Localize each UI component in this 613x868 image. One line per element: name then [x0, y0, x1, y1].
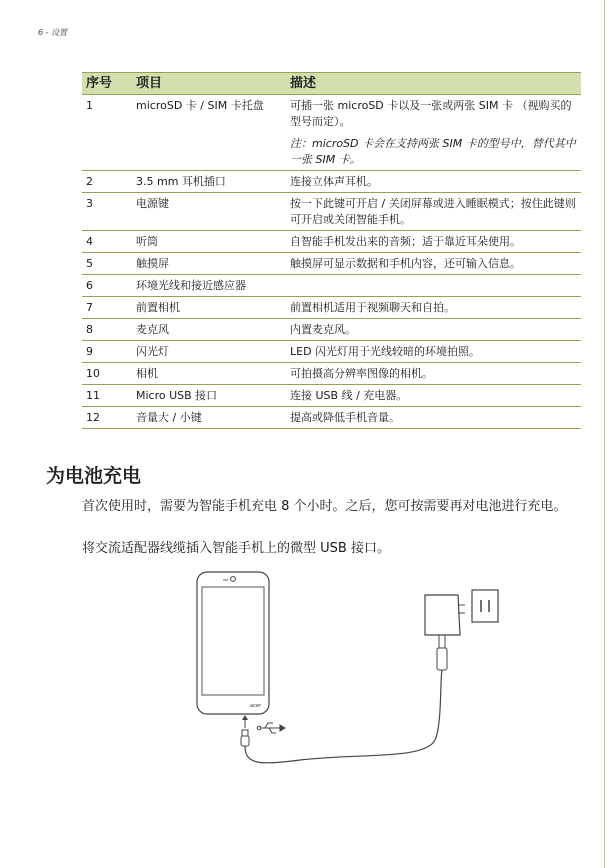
row-desc: 可拍摄高分辨率图像的相机。	[286, 363, 581, 385]
row-desc: 按一下此键可开启 / 关闭屏幕或进入睡眠模式；按住此键则可开启或关闭智能手机。	[286, 193, 581, 231]
table-row	[82, 95, 581, 171]
row-no: 11	[82, 385, 132, 407]
charging-illustration	[180, 560, 510, 780]
row-desc: 内置麦克风。	[286, 319, 581, 341]
row-desc: LED 闪光灯用于光线较暗的环境拍照。	[286, 341, 581, 363]
row-desc	[286, 95, 581, 171]
row-item: Micro USB 接口	[132, 385, 286, 407]
row-item: 音量大 / 小键	[132, 407, 286, 429]
wall-socket	[472, 590, 498, 622]
row-note: 注：microSD 卡会在支持两张 SIM 卡的型号中，替代其中一张 SIM 卡。	[290, 137, 576, 166]
charge-paragraph: 首次使用时，需要为智能手机充电 8 个小时。之后，您可按需要再对电池进行充电。	[82, 499, 567, 514]
row-item: 闪光灯	[132, 341, 286, 363]
micro-usb-housing	[241, 736, 249, 746]
row-item: 相机	[132, 363, 286, 385]
table-row	[82, 341, 581, 363]
page-header: 6 - 设置	[38, 28, 68, 37]
usb-icon	[257, 723, 285, 733]
row-no: 4	[82, 231, 132, 253]
phone-logo: acer	[250, 703, 261, 709]
header-no: 序号	[82, 73, 132, 95]
row-desc: 自智能手机发出来的音频；适于靠近耳朵使用。	[286, 231, 581, 253]
row-desc: 连接 USB 线 / 充电器。	[286, 385, 581, 407]
row-no: 8	[82, 319, 132, 341]
ac-adapter	[425, 595, 460, 635]
table-row	[82, 231, 581, 253]
adapter-paragraph: 将交流适配器线缆插入智能手机上的微型 USB 接口。	[82, 541, 390, 556]
row-desc-text: 可插一张 microSD 卡以及一张或两张 SIM 卡 （视购买的型号而定）。	[290, 99, 572, 128]
row-desc	[286, 275, 581, 297]
usb-cable	[245, 670, 442, 763]
table-row	[82, 275, 581, 297]
page-edge-rule	[604, 0, 605, 868]
header-desc: 描述	[286, 73, 581, 95]
table-row	[82, 407, 581, 429]
insert-arrow-head	[242, 715, 248, 720]
row-no: 12	[82, 407, 132, 429]
row-item: 听筒	[132, 231, 286, 253]
row-no: 9	[82, 341, 132, 363]
table-row	[82, 385, 581, 407]
table-row	[82, 297, 581, 319]
header-item: 项目	[132, 73, 286, 95]
row-item: 前置相机	[132, 297, 286, 319]
row-item: 环境光线和接近感应器	[132, 275, 286, 297]
row-desc: 触摸屏可显示数据和手机内容，还可输入信息。	[286, 253, 581, 275]
table-header-row	[82, 73, 581, 95]
table-row	[82, 193, 581, 231]
row-item: 触摸屏	[132, 253, 286, 275]
spec-table	[82, 72, 581, 429]
usb-a-connector	[439, 635, 445, 648]
row-desc: 提高或降低手机音量。	[286, 407, 581, 429]
row-desc: 连接立体声耳机。	[286, 171, 581, 193]
table-row	[82, 319, 581, 341]
row-no: 5	[82, 253, 132, 275]
row-no: 1	[82, 95, 132, 171]
row-no: 3	[82, 193, 132, 231]
row-item: 麦克风	[132, 319, 286, 341]
row-no: 2	[82, 171, 132, 193]
row-no: 7	[82, 297, 132, 319]
row-item: microSD 卡 / SIM 卡托盘	[132, 95, 286, 171]
phone-screen	[202, 587, 264, 695]
row-no: 6	[82, 275, 132, 297]
row-no: 10	[82, 363, 132, 385]
row-item: 电源键	[132, 193, 286, 231]
micro-usb-plug	[242, 730, 248, 736]
table-row	[82, 171, 581, 193]
table-row	[82, 363, 581, 385]
table-row	[82, 253, 581, 275]
usb-a-plug	[437, 648, 447, 670]
section-title: 为电池充电	[46, 465, 142, 487]
row-desc: 前置相机适用于视频聊天和自拍。	[286, 297, 581, 319]
row-item: 3.5 mm 耳机插口	[132, 171, 286, 193]
